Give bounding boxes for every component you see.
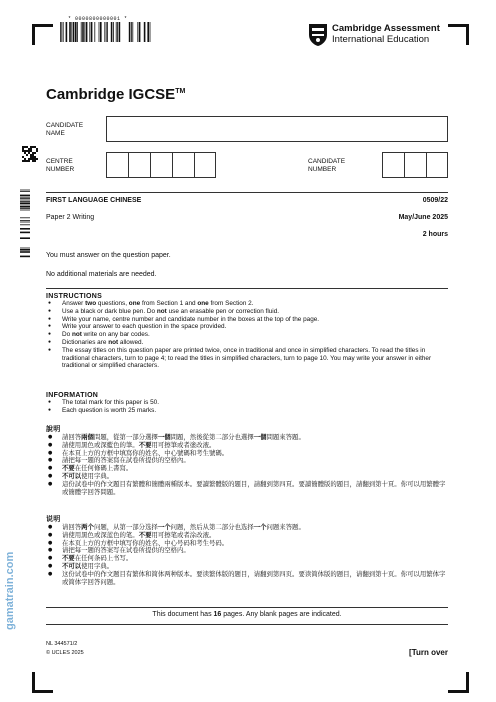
barcode-bar [82,22,84,42]
note-answer-on-paper: You must answer on the question paper. [46,252,171,259]
barcode-bar [99,22,100,42]
qr-cell [28,148,30,150]
barcode-bar [77,22,78,42]
paper-code: 0509/22 [422,197,448,204]
qr-cell [24,160,26,162]
list-item: ● The total mark for this paper is 50. [46,399,448,407]
qr-cell [26,150,28,152]
text: 一個 [157,433,171,441]
qr-cell [26,146,28,148]
digit-box[interactable] [405,153,427,177]
watermark [4,540,24,630]
list-item [46,339,448,347]
logo-line-2: International Education [332,34,430,45]
text: one [128,300,141,307]
corner-mark-bottom-left [32,672,53,693]
digit-box[interactable] [383,153,405,177]
note-no-materials: No additional materials are needed. [46,271,157,278]
barcode-bar [81,22,82,42]
barcode-top [60,22,152,42]
divider [46,288,448,289]
barcode-bar [20,197,30,198]
qr-cell [34,156,36,158]
page-count-note [46,611,448,618]
qr-cell [30,158,32,160]
barcode-bar [20,195,30,197]
candidate-name-field[interactable] [106,116,448,142]
text: 不要 [62,464,75,473]
text: Write your name, centre number and candidate number in the boxes at the top of the page. [62,315,320,323]
barcode-id-text: * 0000800000001 * [68,16,128,22]
text: 问题，然后从第二部分也选择 [170,523,254,531]
text: 不要 [138,530,152,539]
barcode-bar [69,22,71,42]
qr-cell [36,150,38,152]
qr-cell [22,160,24,162]
barcode-bar [20,191,30,192]
text: use an erasable pen or correction fluid. [166,307,280,315]
list-item [46,331,448,339]
qr-cell [30,156,32,158]
qr-cell [34,146,36,148]
barcode-bar [107,22,108,42]
corner-mark-top-left [32,24,53,45]
qr-cell [34,160,36,162]
qr-cell [30,154,32,156]
text: Dictionaries are [62,338,109,346]
instructions-heading: INSTRUCTIONS [46,293,103,300]
text: 不可以 [62,471,82,480]
text: The essay titles on this question paper are printed twice, once in traditional and once in simplified characters. To read the titles in traditional characters, turn to page 4; to read the titles in simplified characters, turn to page 10. You may write your answer in either traditional or simplified characters. [62,346,432,370]
instructions-section [46,293,448,370]
instructions-list [46,300,448,370]
text: Use a black or dark blue pen. Do [62,307,157,315]
barcode-bar [20,201,30,202]
barcode-bar [73,22,75,42]
barcode-side [20,186,30,258]
qr-cell [22,148,24,150]
text: not [71,331,82,339]
label-line: NAME [46,130,65,137]
digit-box[interactable] [107,153,129,177]
qr-cell [32,146,34,148]
barcode-bar [111,22,113,42]
barcode-bar [20,205,30,206]
qr-cell [28,160,30,162]
qr-cell [26,160,28,162]
list-item [46,481,448,497]
barcode-bar [20,217,30,218]
title-text: Cambridge IGCSE [46,86,176,103]
barcode-bar [20,251,30,253]
qr-cell [32,160,34,162]
barcode-bar [20,222,30,223]
qr-cell [28,152,30,154]
text: 用可擦筆或者塗改液。 [151,440,216,449]
qr-cell [36,148,38,150]
trademark: TM [175,88,186,95]
barcode-bar [20,248,30,249]
list-item: ● Each question is worth 25 marks. [46,407,448,415]
text: 這份試卷中的作文題目有繁體和簡體兩種版本。要讀繁體版的題目，請翻到第四頁。要讀簡體版的題目，請翻到第十頁。你可以用繁體字或簡體字回答問題。 [62,479,446,496]
barcode-bar [132,22,133,42]
divider [46,192,448,193]
text: 使用字典。 [81,561,114,570]
barcode-bar [137,22,138,42]
session: May/June 2025 [398,214,448,221]
watermark-text: gamatrain.com [4,551,16,630]
barcode-bar [20,210,30,211]
text: 問題，然後從第二部分也選擇 [170,433,254,441]
traditional-list [46,434,448,496]
barcode-bar [20,202,30,204]
text: pages. Any blank pages are indicated. [221,611,342,618]
text: 请回答 [62,523,82,531]
barcode-bar [89,22,90,42]
information-heading: INFORMATION [46,392,99,399]
text: two [85,300,97,307]
text: 两个 [81,523,94,531]
text: 請把每一題的答案寫在試卷所提供的空格內。 [62,456,190,465]
barcode-bar [84,22,85,42]
barcode-bar [20,198,30,199]
barcode-bar [20,249,30,251]
barcode-bar [144,22,146,42]
text: 16 [213,611,222,618]
digit-box[interactable] [151,153,173,177]
barcode-bar [71,22,72,42]
qr-cell [30,146,32,148]
text: 不可以 [62,561,82,570]
barcode-bar [139,22,141,42]
label-line: CANDIDATE [308,158,346,165]
qr-cell [32,152,34,154]
text: from Section 1 and [140,300,198,307]
qr-cell [24,158,26,160]
cambridge-logo [308,22,452,48]
text: 一个 [157,523,171,531]
barcode-bar [63,22,64,42]
simplified-list [46,524,448,586]
qr-cell [30,150,32,152]
simplified-heading: 说明 [46,514,61,523]
barcode-bar [75,22,77,42]
barcode-bar [20,256,30,258]
text: 請使用黑色或深藍色的筆。 [62,440,139,449]
turn-over: [Turn over [409,648,448,657]
information-section [46,392,448,415]
candidate-number-field[interactable] [382,152,448,178]
barcode-bar [20,228,30,230]
barcode-bar [150,22,151,42]
text: Do [62,331,72,339]
label-line: NUMBER [46,166,75,173]
text: 这份试卷中的作文题目有繁体和简体两种版本。要读繁体版的题目，请翻到第四页。要读简体版的题目，请翻到第十页。你可以用繁体字或简体字回答问题。 [62,569,446,586]
text: 一个 [253,523,267,531]
barcode-bar [20,220,30,221]
barcode-bar [117,22,118,42]
text: 問題來答題。 [266,433,305,441]
divider [46,607,448,608]
qr-cell [28,158,30,160]
information-list [46,399,448,415]
barcode-bar [86,22,88,42]
subject-title: FIRST LANGUAGE CHINESE [46,197,142,204]
barcode-bar [20,206,30,208]
text: 在任何條碼上書寫。 [74,464,133,473]
text: 用可擦笔或者涂改液。 [151,530,216,539]
qr-cell [24,152,26,154]
list-item [46,571,448,587]
barcode-bar [20,208,30,209]
barcode-bar [94,22,95,42]
crest-icon [308,23,328,47]
text: 不要 [138,440,152,449]
qr-cell [24,150,26,152]
text: 在本頁上方的方框中填寫你的姓名、中心號碼和考生號碼。 [62,448,229,457]
barcode-bar [60,22,61,42]
centre-number-field[interactable] [106,152,216,178]
divider [46,624,448,625]
text: 問題，從第一部分選擇 [93,433,158,441]
label-line: CANDIDATE [46,122,84,129]
text: 一個 [253,433,267,441]
text: This document has [152,611,214,618]
text: 请把每一题的答案写在试卷所提供的空格内。 [62,546,190,555]
barcode-bar [119,22,121,42]
barcode-bar [20,190,30,191]
document-ref: NL 344571/2 [46,641,78,647]
text: 在任何条码上书写。 [74,554,133,563]
logo-line-1: Cambridge Assessment [332,23,440,34]
digit-box[interactable] [129,153,151,177]
barcode-bar [113,22,114,42]
qr-cell [32,156,34,158]
label-line: CENTRE [46,158,73,165]
qr-cell [30,148,32,150]
barcode-bar [129,22,131,42]
barcode-bar [91,22,93,42]
copyright: © UCLES 2025 [46,650,84,656]
candidate-name-label [46,122,83,138]
text: 使用字典。 [81,471,114,480]
barcode-bar [20,232,30,234]
qr-cell [32,158,34,160]
candidate-number-label [308,158,345,174]
qr-cell [34,152,36,154]
barcode-bar [104,22,105,42]
digit-box[interactable] [173,153,195,177]
list-item [46,300,448,308]
simplified-instructions [46,514,448,586]
text: from Section 2. [208,300,254,307]
qr-cell [24,146,26,148]
qr-cell [26,154,28,156]
page-title [46,86,185,103]
barcode-bar [61,22,62,42]
qr-cell [34,158,36,160]
qr-code [22,146,38,162]
barcode-bar [106,22,107,42]
barcode-bar [116,22,117,42]
text: 问题来答题。 [266,523,305,531]
traditional-heading: 說明 [46,424,61,433]
text: Write your answer to each question in the space provided. [62,323,227,331]
paper-name: Paper 2 Writing [46,214,95,221]
digit-box[interactable] [195,153,217,177]
traditional-instructions [46,424,448,496]
list-item [46,308,448,316]
list-item [46,347,448,370]
text: 不要 [62,554,75,563]
text: one [197,300,209,307]
barcode-bar [20,237,30,239]
centre-number-label [46,158,74,174]
text: allowed. [118,338,144,346]
list-item [46,323,448,331]
barcode-bar [100,22,102,42]
qr-cell [32,154,34,156]
barcode-bar [147,22,149,42]
text: 請回答 [62,433,82,441]
qr-cell [36,158,38,160]
duration: 2 hours [422,231,448,238]
text: not [156,307,167,315]
text: 问题，从第一部分选择 [93,523,158,531]
qr-cell [22,156,24,158]
qr-cell [22,150,24,152]
text: 请使用黑色或深蓝色的笔。 [62,530,139,539]
text: 兩個 [81,433,94,441]
qr-cell [28,150,30,152]
text: 在本页上方的方框中填写你的姓名、中心号码和考生号码。 [62,538,229,547]
text: questions, [96,300,129,307]
barcode-bar [20,224,30,225]
text: write on any bar codes. [81,331,150,339]
barcode-bar [20,200,30,201]
text: not [108,338,119,346]
list-item [46,316,448,324]
digit-box[interactable] [427,153,449,177]
barcode-bar [131,22,132,42]
qr-cell [22,146,24,148]
corner-mark-bottom-right [448,672,469,693]
text: Answer [62,300,86,307]
barcode-bar [66,22,68,42]
label-line: NUMBER [308,166,337,173]
